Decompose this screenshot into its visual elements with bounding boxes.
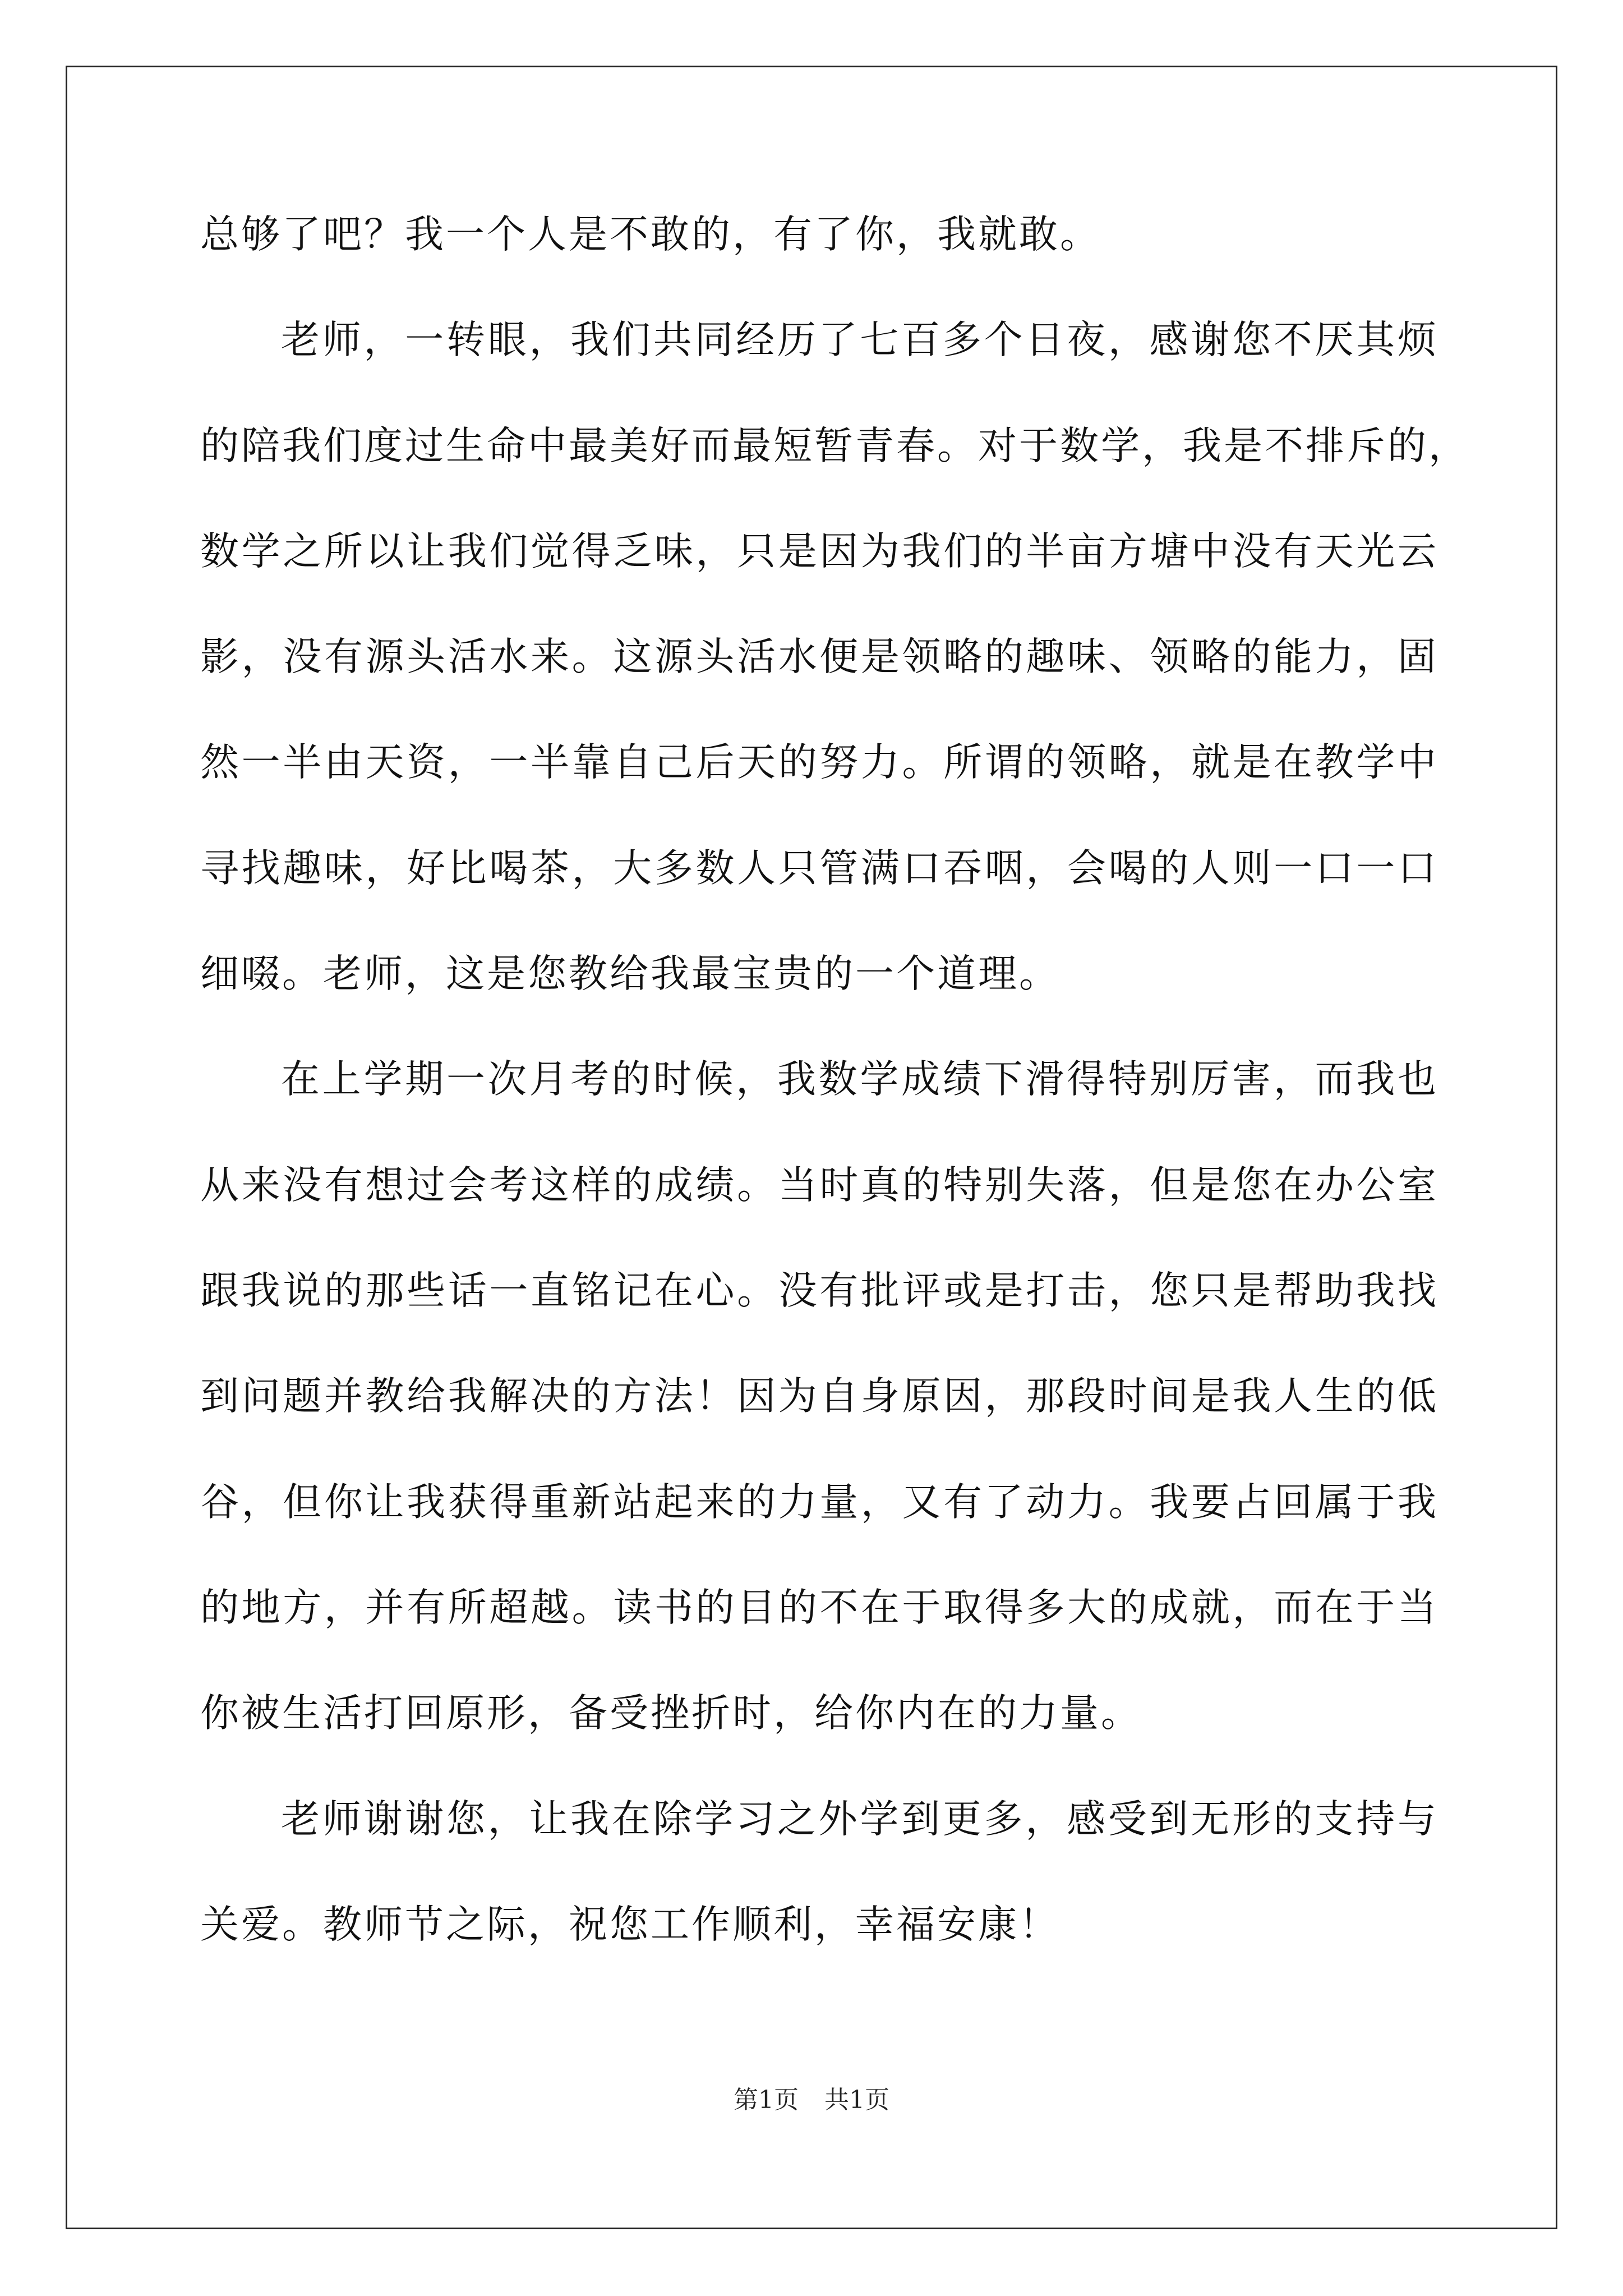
- paragraph-start-line: 老师谢谢您，让我在除学习之外学到更多，感受到无形的支持与: [281, 1797, 1438, 1842]
- page-total: 共1页: [824, 2086, 889, 2114]
- text-line: 从来没有想过会考这样的成绩。当时真的特别失落，但是您在办公室: [200, 1163, 1438, 1208]
- paragraph-start-line: 在上学期一次月考的时候，我数学成绩下滑得特别厉害，而我也: [281, 1057, 1438, 1102]
- text-line: 寻找趣味，好比喝茶，大多数人只管满口吞咽，会喝的人则一口一口: [200, 846, 1438, 891]
- text-line: 影，没有源头活水来。这源头活水便是领略的趣味、领略的能力，固: [200, 634, 1438, 679]
- page-number: 第1页: [734, 2086, 799, 2114]
- paragraph-start-line: 老师，一转眼，我们共同经历了七百多个日夜，感谢您不厌其烦: [281, 318, 1438, 362]
- text-line: 关爱。教师节之际，祝您工作顺利，幸福安康！: [200, 1902, 1060, 1947]
- text-line: 总够了吧？我一个人是不敢的，有了你，我就敢。: [200, 212, 1101, 257]
- text-line: 然一半由天资，一半靠自己后天的努力。所谓的领略，就是在教学中: [200, 740, 1438, 785]
- text-line: 数学之所以让我们觉得乏味，只是因为我们的半亩方塘中没有天光云: [200, 529, 1438, 574]
- page-footer: [0, 2083, 1623, 2117]
- text-line: 谷，但你让我获得重新站起来的力量，又有了动力。我要占回属于我: [200, 1480, 1438, 1525]
- text-line: 的地方，并有所超越。读书的目的不在于取得多大的成就，而在于当: [200, 1585, 1438, 1630]
- text-line: 的陪我们度过生命中最美好而最短暂青春。对于数学，我是不排斥的，: [200, 424, 1469, 468]
- text-line: 到问题并教给我解决的方法！因为自身原因，那段时间是我人生的低: [200, 1374, 1438, 1419]
- text-line: 跟我说的那些话一直铭记在心。没有批评或是打击，您只是帮助我找: [200, 1268, 1438, 1313]
- text-line: 你被生活打回原形，备受挫折时，给你内在的力量。: [200, 1691, 1142, 1736]
- text-line: 细啜。老师，这是您教给我最宝贵的一个道理。: [200, 951, 1060, 996]
